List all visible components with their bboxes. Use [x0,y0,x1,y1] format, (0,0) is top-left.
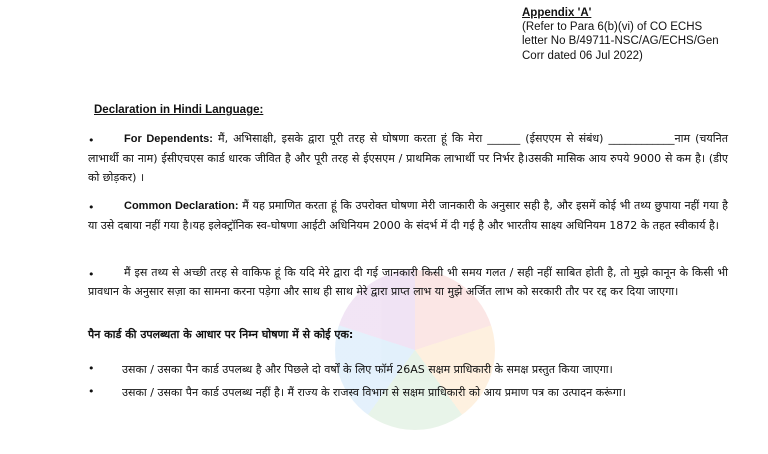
bullet-4: • [88,362,95,375]
appendix-line-3: Corr dated 06 Jul 2022) [522,49,643,62]
common-declaration-text: मैं यह प्रमाणित करता हूं कि उपरोक्त घोषणा मेरी जानकारी के अनुसार सही है, और इसमें कोई भी तथ्य छुपाया नहीं गया है या उसे दबाया नहीं गया है।यह इलेक्ट्रॉनिक स्व-घोषणा आईटी अधिनियम 2000 के संदर्भ में दी गई है और भारतीय साक्ष्य अधिनियम 1872 के तहत स्वीकार्य है। [88,199,729,232]
bullet-3: • [88,268,95,281]
declaration-heading: Declaration in Hindi Language: [94,104,264,116]
dependents-declaration [88,129,728,187]
pan-option-available: उसका / उसका पैन कार्ड उपलब्ध है और पिछले दो वर्षों के लिए फॉर्म 26AS सक्षम प्राधिकारी के समक्ष प्रस्तुत किया जाएगा। [122,363,613,376]
appendix-line-2: letter No B/49711-NSC/AG/ECHS/Gen [522,35,719,48]
liability-text: मैं इस तथ्य से अच्छी तरह से वाकिफ हूं कि यदि मेरे द्वारा दी गई जानकारी किसी भी समय गलत / सही नहीं साबित होती है, तो मुझे कानून के किसी भी प्रावधान के अनुसार सज़ा का सामना करना पड़ेगा और साथ ही साथ मेरे द्वारा प्राप्त लाभ या मुझे अर्जित लाभ को सरकारी तौर पर रद्द कर दिया जाएगा। [88,266,728,298]
appendix-line-1: (Refer to Para 6(b)(vi) of CO ECHS [522,21,703,34]
pan-availability-heading: पैन कार्ड की उपलब्धता के आधार पर निम्न घोषणा में से कोई एक: [88,328,354,341]
appendix-reference [522,6,762,63]
bullet-1: • [88,134,95,147]
common-declaration-label: Common Declaration: [124,200,239,212]
bullet-5: • [88,385,95,398]
bullet-2: • [88,201,95,214]
dependents-text: मैं, अभिसाक्षी, इसके द्वारा पूरी तरह से घोषणा करता हूं कि मेरा ______ (ईसएएम से संबंध) ____________नाम (चयनित लाभार्थी का नाम) ईसीएचएस कार्ड धारक जीवित है और पूरी तरह से ईएसएम / प्राथमिक लाभार्थी पर निर्भर है।उसकी मासिक आय रुपये 9000 से कम है। (डीए को छोड़कर) । [88,132,728,184]
pan-option-unavailable: उसका / उसका पैन कार्ड उपलब्ध नहीं है। मैं राज्य के राजस्व विभाग से सक्षम प्राधिकारी को आय प्रमाण पत्र का उत्पादन करूंगा। [122,386,626,399]
dependents-label: For Dependents: [124,133,213,145]
common-declaration [88,196,728,235]
appendix-title: Appendix 'A' [522,7,592,19]
liability-declaration [88,263,728,301]
